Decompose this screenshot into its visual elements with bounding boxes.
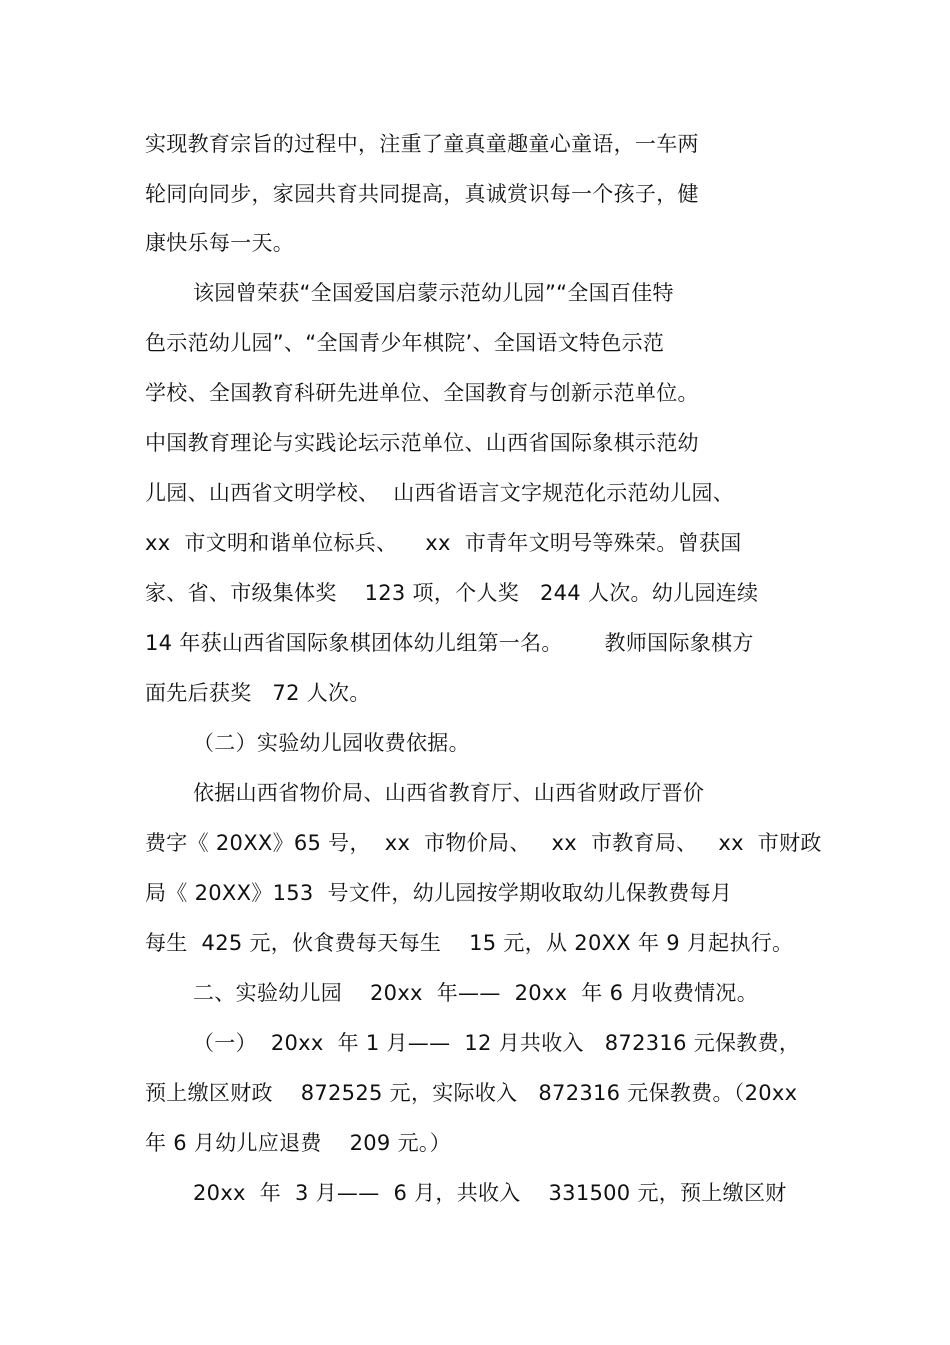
text-line: 面先后获奖 72 人次。	[145, 681, 371, 705]
text-line: 费字《 20XX》65 号， xx 市物价局、 xx 市教育局、 xx 市财政	[145, 831, 822, 855]
text-line: xx 市文明和谐单位标兵、 xx 市青年文明号等殊荣。曾获国	[145, 531, 742, 555]
text-line: 年 6 月幼儿应退费 209 元。）	[145, 1131, 451, 1155]
section-heading: 二、实验幼儿园 20xx 年—— 20xx 年 6 月收费情况。	[193, 981, 759, 1005]
text-line: 中国教育理论与实践论坛示范单位、山西省国际象棋示范幼	[145, 431, 699, 455]
text-line: 康快乐每一天。	[145, 231, 295, 255]
text-line: 家、省、市级集体奖 123 项，个人奖 244 人次。幼儿园连续	[145, 581, 759, 605]
text-line: 局《 20XX》153 号文件，幼儿园按学期收取幼儿保教费每月	[145, 881, 733, 905]
text-line: 轮同向同步，家园共育共同提高，真诚赏识每一个孩子，健	[145, 182, 699, 206]
paragraph-first-line: （一） 20xx 年 1 月—— 12 月共收入 872316 元保教费，	[193, 1031, 801, 1055]
paragraph-first-line: 依据山西省物价局、山西省教育厅、山西省财政厅晋价	[193, 781, 705, 805]
text-line: 预上缴区财政 872525 元，实际收入 872316 元保教费。（20xx	[145, 1081, 798, 1105]
paragraph-first-line: 该园曾荣获“全国爱国启蒙示范幼儿园”“全国百佳特	[193, 281, 674, 305]
text-line: 每生 425 元，伙食费每天每生 15 元，从 20XX 年 9 月起执行。	[145, 931, 794, 955]
paragraph-first-line: 20xx 年 3 月—— 6 月，共收入 331500 元，预上缴区财	[193, 1181, 787, 1205]
text-line: 色示范幼儿园”、“全国青少年棋院’、全国语文特色示范	[145, 331, 665, 355]
text-line: 实现教育宗旨的过程中，注重了童真童趣童心童语，一车两	[145, 132, 699, 156]
text-line: 儿园、山西省文明学校、 山西省语言文字规范化示范幼儿园、	[145, 481, 735, 505]
section-heading: （二）实验幼儿园收费依据。	[193, 731, 470, 755]
text-line: 14 年获山西省国际象棋团体幼儿组第一名。 教师国际象棋方	[145, 631, 754, 655]
text-line: 学校、全国教育科研先进单位、全国教育与创新示范单位。	[145, 381, 699, 405]
